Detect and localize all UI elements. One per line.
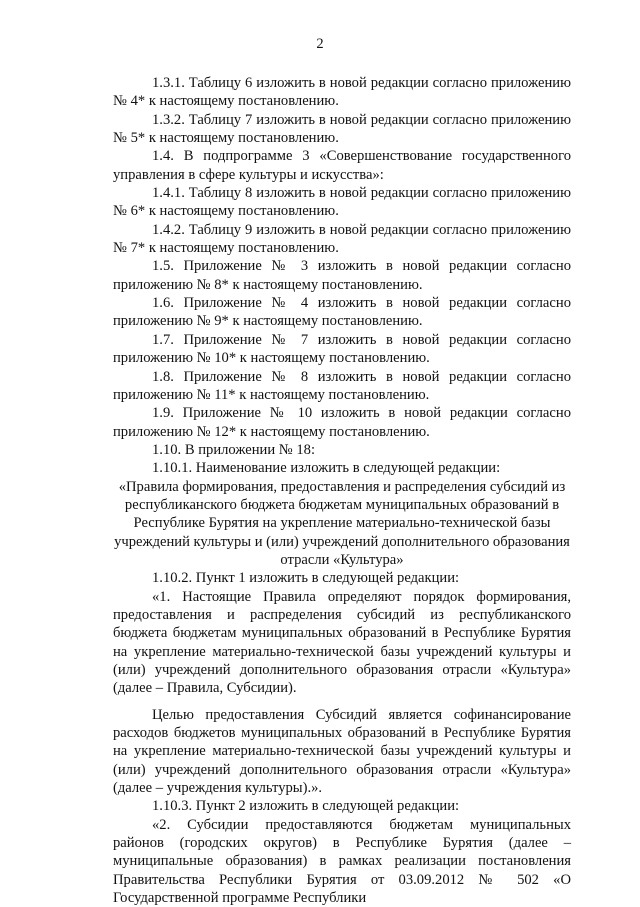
rules-title-quote: «Правила формирования, предоставления и распределения субсидий из республиканского бюджета бюджетам муниципальных образований в Республике Бурятия на укрепление материально-технической базы учреждений культуры и (или) учреждений дополнительного образования отрасли «Культура» (114, 478, 570, 568)
paragraph-1-3-2: 1.3.2. Таблицу 7 изложить в новой редакции согласно приложению № 5* к настоящему постановлению. (113, 111, 571, 147)
paragraph-1-6: 1.6. Приложение № 4 изложить в новой редакции согласно приложению № 9* к настоящему постановлению. (113, 295, 571, 330)
paragraph-1-10-2: 1.10.2. Пункт 1 изложить в следующей редакции: (152, 570, 460, 587)
paragraph-rule-2: «2. Субсидии предоставляются бюджетам муниципальных районов (городских округов) в Республике Бурятия (далее – муниципальные образования) в рамках реализации постановления Правительства Республики Бурятия от 03.09.2012 № 502 «О Государственной программе Республики (113, 816, 571, 907)
paragraph-1-10: 1.10. В приложении № 18: (152, 441, 316, 458)
paragraph-subsidy-purpose: Целью предоставления Субсидий является софинансирование расходов бюджетов муниципальных образований в Республике Бурятия на укрепление материально-технической базы учреждений культуры и (или) учреждений дополнительного образования отрасли «Культура» (далее – учреждения культуры).». (113, 706, 571, 797)
paragraph-1-10-1: 1.10.1. Наименование изложить в следующей редакции: (152, 460, 501, 477)
paragraph-1-3-1: 1.3.1. Таблицу 6 изложить в новой редакции согласно приложению № 4* к настоящему постановлению. (113, 75, 571, 110)
paragraph-1-8: 1.8. Приложение № 8 изложить в новой редакции согласно приложению № 11* к настоящему постановлению. (113, 368, 571, 403)
paragraph-rule-1: «1. Настоящие Правила определяют порядок формирования, предоставления и распределения субсидий из республиканского бюджета бюджетам муниципальных образований в Республике Бурятия на укрепление материально-технической базы учреждений культуры и (или) учреждений дополнительного образования отрасли «Культура» (далее – Правила, Субсидии). (113, 588, 571, 697)
page-number: 2 (316, 36, 324, 52)
paragraph-1-4-1: 1.4.1. Таблицу 8 изложить в новой редакции согласно приложению № 6* к настоящему постановлению. (113, 185, 571, 220)
paragraph-1-9: 1.9. Приложение № 10 изложить в новой редакции согласно приложению № 12* к настоящему постановлению. (113, 405, 571, 440)
paragraph-1-7: 1.7. Приложение № 7 изложить в новой редакции согласно приложению № 10* к настоящему постановлению. (113, 331, 571, 367)
paragraph-gap (113, 698, 571, 706)
paragraph-1-10-3: 1.10.3. Пункт 2 изложить в следующей редакции: (152, 798, 460, 815)
paragraph-1-4: 1.4. В подпрограмме 3 «Совершенствование государственного управления в сфере культуры и искусства»: (113, 148, 571, 183)
paragraph-1-5: 1.5. Приложение № 3 изложить в новой редакции согласно приложению № 8* к настоящему постановлению. (113, 258, 571, 293)
document-body (113, 74, 571, 907)
paragraph-1-4-2: 1.4.2. Таблицу 9 изложить в новой редакции согласно приложению № 7* к настоящему постановлению. (113, 221, 571, 257)
